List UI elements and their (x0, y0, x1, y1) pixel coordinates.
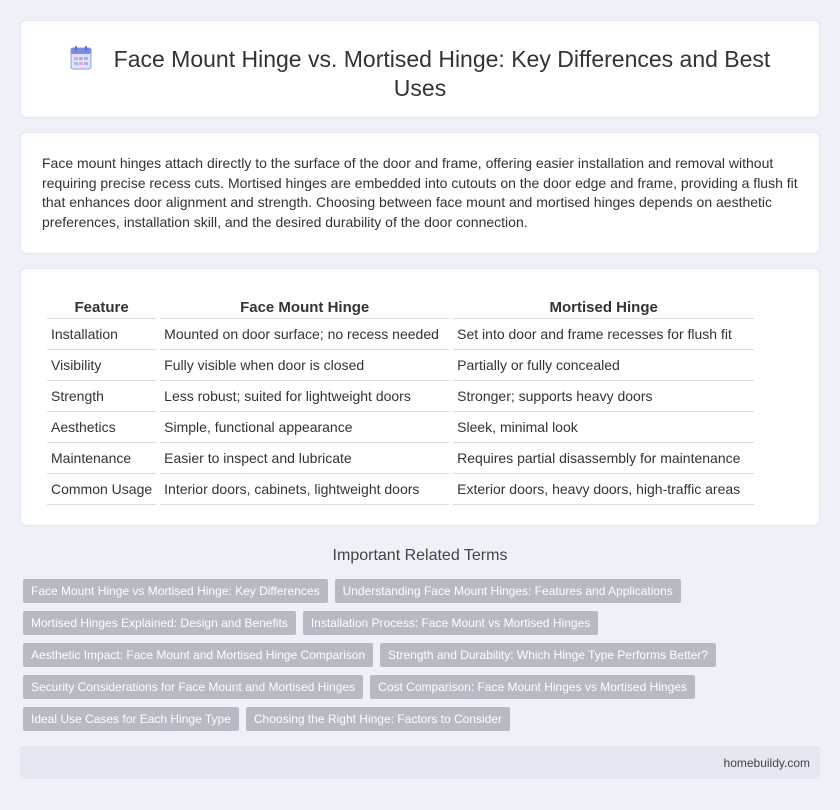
table-row (47, 443, 754, 474)
header-card (20, 20, 820, 118)
related-term-link[interactable]: Face Mount Hinge vs Mortised Hinge: Key Differences (23, 579, 328, 603)
tag-row (23, 611, 723, 635)
cell-mortised: Requires partial disassembly for maintenance (453, 443, 754, 474)
cell-face-mount: Interior doors, cabinets, lightweight doors (160, 474, 449, 505)
related-term-link[interactable]: Choosing the Right Hinge: Factors to Consider (246, 707, 510, 731)
tag-row (23, 675, 723, 699)
table-header-row (47, 295, 754, 319)
tag-row (23, 643, 723, 667)
cell-mortised: Set into door and frame recesses for flush fit (453, 319, 754, 350)
footer (20, 746, 820, 779)
header-feature: Feature (47, 295, 156, 319)
cell-mortised: Sleek, minimal look (453, 412, 754, 443)
cell-feature: Strength (47, 381, 156, 412)
related-term-link[interactable]: Mortised Hinges Explained: Design and Benefits (23, 611, 296, 635)
cell-feature: Maintenance (47, 443, 156, 474)
related-term-link[interactable]: Strength and Durability: Which Hinge Type Performs Better? (380, 643, 716, 667)
header-face-mount: Face Mount Hinge (160, 295, 449, 319)
related-term-link[interactable]: Ideal Use Cases for Each Hinge Type (23, 707, 239, 731)
tag-row (23, 707, 723, 731)
cell-face-mount: Easier to inspect and lubricate (160, 443, 449, 474)
header-mortised: Mortised Hinge (453, 295, 754, 319)
tag-row (23, 579, 723, 603)
intro-paragraph: Face mount hinges attach directly to the surface of the door and frame, offering easier installation and removal without requiring precise recess cuts. Mortised hinges are embedded into cutouts on the door edge and frame, providing a flush fit that enhances door alignment and strength. Choosing between face mount and mortised hinges depends on aesthetic preferences, installation skill, and the desired durability of the door connection. (42, 155, 798, 230)
document-icon (70, 46, 92, 70)
related-term-link[interactable]: Aesthetic Impact: Face Mount and Mortised Hinge Comparison (23, 643, 373, 667)
related-term-link[interactable]: Installation Process: Face Mount vs Mortised Hinges (303, 611, 598, 635)
related-terms-list (23, 579, 723, 739)
cell-face-mount: Mounted on door surface; no recess needed (160, 319, 449, 350)
related-term-link[interactable]: Understanding Face Mount Hinges: Features and Applications (335, 579, 681, 603)
cell-feature: Installation (47, 319, 156, 350)
cell-mortised: Partially or fully concealed (453, 350, 754, 381)
related-term-link[interactable]: Security Considerations for Face Mount and Mortised Hinges (23, 675, 363, 699)
title-wrap (21, 45, 819, 103)
intro-card (20, 132, 820, 254)
cell-feature: Aesthetics (47, 412, 156, 443)
comparison-table (43, 295, 758, 505)
cell-face-mount: Simple, functional appearance (160, 412, 449, 443)
cell-mortised: Exterior doors, heavy doors, high-traffic areas (453, 474, 754, 505)
cell-mortised: Stronger; supports heavy doors (453, 381, 754, 412)
footer-site-link[interactable]: homebuildy.com (723, 756, 810, 770)
table-row (47, 350, 754, 381)
page-title (61, 45, 779, 103)
related-terms-title: Important Related Terms (332, 547, 508, 564)
table-row (47, 474, 754, 505)
cell-feature: Common Usage (47, 474, 156, 505)
table-row (47, 319, 754, 350)
table-row (47, 381, 754, 412)
page-title-text: Face Mount Hinge vs. Mortised Hinge: Key Differences and Best Uses (113, 46, 771, 101)
cell-face-mount: Less robust; suited for lightweight doors (160, 381, 449, 412)
related-term-link[interactable]: Cost Comparison: Face Mount Hinges vs Mortised Hinges (370, 675, 695, 699)
table-row (47, 412, 754, 443)
cell-feature: Visibility (47, 350, 156, 381)
cell-face-mount: Fully visible when door is closed (160, 350, 449, 381)
comparison-card (20, 268, 820, 526)
